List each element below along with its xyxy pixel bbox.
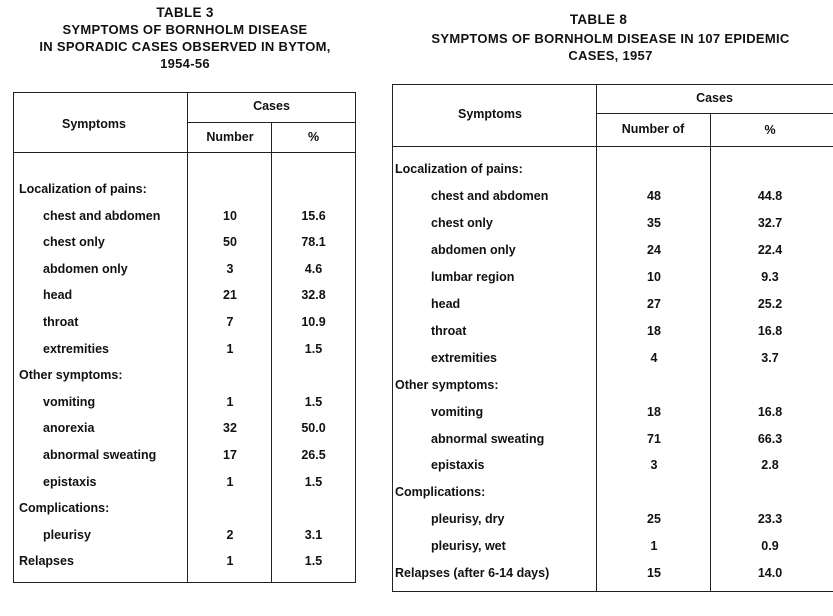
table8-row-percent: 0.9	[761, 539, 779, 554]
table8-group-label: Relapses (after 6-14 days)	[395, 566, 550, 581]
table3-col-divider-1	[187, 92, 188, 583]
table8-row-number: 3	[650, 458, 658, 473]
table3-row-percent: 1.5	[304, 554, 323, 569]
table8-row-percent: 66.3	[757, 431, 783, 446]
table8-header-cases: Cases	[696, 91, 733, 105]
table8-row-label: chest and abdomen	[431, 188, 549, 203]
table3-header-cases: Cases	[253, 99, 290, 113]
table8-row-number: 1	[650, 539, 658, 554]
table8-row-number: 35	[647, 215, 661, 230]
table3-row-percent: 1.5	[304, 341, 323, 356]
table3-header-symptoms: Symptoms	[62, 117, 126, 131]
table8-row-number: 71	[647, 431, 661, 446]
table3-row-label: chest and abdomen	[43, 208, 161, 223]
table3-title	[0, 4, 370, 72]
table3-row-label: pleurisy	[43, 527, 91, 542]
table8-row-number: 24	[647, 242, 661, 257]
table3-title-number: TABLE 3	[156, 5, 214, 20]
table8-row-percent: 44.8	[757, 188, 783, 203]
table3-row-label: extremities	[43, 341, 110, 356]
table3-row-label: vomiting	[43, 394, 96, 409]
table3-row-percent: 26.5	[301, 448, 326, 462]
table3-row-number: 17	[223, 448, 237, 462]
table8-row-label: lumbar region	[431, 269, 515, 284]
table8-row-number: 15	[647, 566, 661, 581]
table8-title-line2: SYMPTOMS OF BORNHOLM DISEASE IN 107 EPIDEMIC	[431, 31, 790, 46]
table3-row-label: head	[43, 288, 73, 303]
table3-row-number: 50	[223, 235, 237, 250]
table3-row-percent: 10.9	[301, 315, 326, 329]
table3-row-label: epistaxis	[43, 474, 97, 489]
table3-row-number: 1	[226, 341, 234, 356]
table3-row-number: 1	[226, 474, 234, 489]
table3-row-percent: 1.5	[304, 394, 323, 409]
table3-row-label: chest only	[43, 235, 105, 250]
table3-row-percent: 1.5	[304, 474, 323, 489]
table8-group-label: Other symptoms:	[395, 377, 499, 392]
table3-row-number: 32	[223, 421, 237, 436]
table3-row-percent: 32.8	[301, 288, 326, 303]
table3-group-label: Other symptoms:	[19, 368, 123, 383]
table8-row-label: abnormal sweating	[431, 431, 545, 446]
table8-row-label: chest only	[431, 215, 493, 230]
table3-row-percent: 15.6	[301, 208, 326, 223]
table8-group-label: Complications:	[395, 485, 486, 500]
table3-title-line2: SYMPTOMS OF BORNHOLM DISEASE	[62, 22, 308, 37]
table8-row-percent: 22.4	[757, 242, 783, 257]
table3-group-label: Complications:	[19, 501, 110, 516]
table8-group-label: Localization of pains:	[395, 162, 523, 176]
table8-cases-underline	[596, 113, 833, 114]
table8-row-label: head	[431, 296, 461, 311]
table8-row-number: 10	[647, 269, 661, 284]
table8-row-label: pleurisy, dry	[431, 512, 505, 527]
table8-row-percent: 25.2	[757, 296, 783, 311]
table8-row-label: extremities	[431, 350, 498, 365]
table8-row-percent: 2.8	[761, 458, 779, 473]
table3-title-line4: 1954-56	[160, 56, 210, 71]
table8-header-divider	[392, 146, 833, 147]
table8-row-number: 18	[647, 404, 661, 419]
table3-header-number: Number	[206, 130, 254, 144]
table3-row-number: 10	[223, 208, 237, 223]
table3-row-number: 3	[226, 261, 234, 276]
table3-header-divider	[13, 152, 356, 153]
table3-row-number: 21	[223, 288, 237, 303]
table8-row-percent: 16.8	[757, 404, 783, 419]
table3-header-percent: %	[307, 130, 320, 144]
table8-row-percent: 23.3	[757, 512, 783, 527]
table8-row-number: 25	[647, 512, 661, 527]
table8-row-percent: 9.3	[761, 269, 779, 284]
table3-row-number: 7	[226, 315, 234, 329]
table8-row-number: 18	[647, 323, 661, 338]
table3-row-percent: 78.1	[301, 235, 326, 250]
table3-group-label: Localization of pains:	[19, 182, 147, 196]
table3-row-label: abdomen only	[43, 261, 128, 276]
table3-title-line3: IN SPORADIC CASES OBSERVED IN BYTOM,	[39, 39, 331, 54]
table8-title	[388, 11, 833, 64]
table8-row-number: 4	[650, 350, 658, 365]
table8-title-line3: CASES, 1957	[568, 48, 653, 63]
table8-row-label: throat	[431, 323, 467, 338]
table3-row-label: anorexia	[43, 421, 95, 436]
table3-row-number: 2	[226, 527, 234, 542]
table8-title-number: TABLE 8	[569, 12, 628, 27]
table8-row-label: epistaxis	[431, 458, 485, 473]
table3-group-label: Relapses	[19, 554, 74, 569]
table8-row-percent: 16.8	[757, 323, 783, 338]
table8-row-number: 48	[647, 188, 661, 203]
table8-header-symptoms: Symptoms	[458, 107, 522, 121]
table3-row-number: 1	[226, 554, 234, 569]
table8-header-percent: %	[764, 123, 776, 137]
table8-row-label: vomiting	[431, 404, 484, 419]
table8-header-number: Number of	[621, 122, 685, 136]
table3-row-label: throat	[43, 315, 79, 329]
table8-row-percent: 32.7	[757, 215, 783, 230]
table3-row-percent: 50.0	[301, 421, 326, 436]
table8-row-percent: 3.7	[761, 350, 779, 365]
table3-row-percent: 4.6	[304, 261, 323, 276]
table8-row-label: abdomen only	[431, 242, 516, 257]
table3-row-number: 1	[226, 394, 234, 409]
table8-row-label: pleurisy, wet	[431, 539, 506, 554]
table3-row-label: abnormal sweating	[43, 448, 157, 462]
table8-row-percent: 14.0	[757, 566, 783, 581]
table3-row-percent: 3.1	[304, 527, 323, 542]
table8-row-number: 27	[647, 296, 661, 311]
